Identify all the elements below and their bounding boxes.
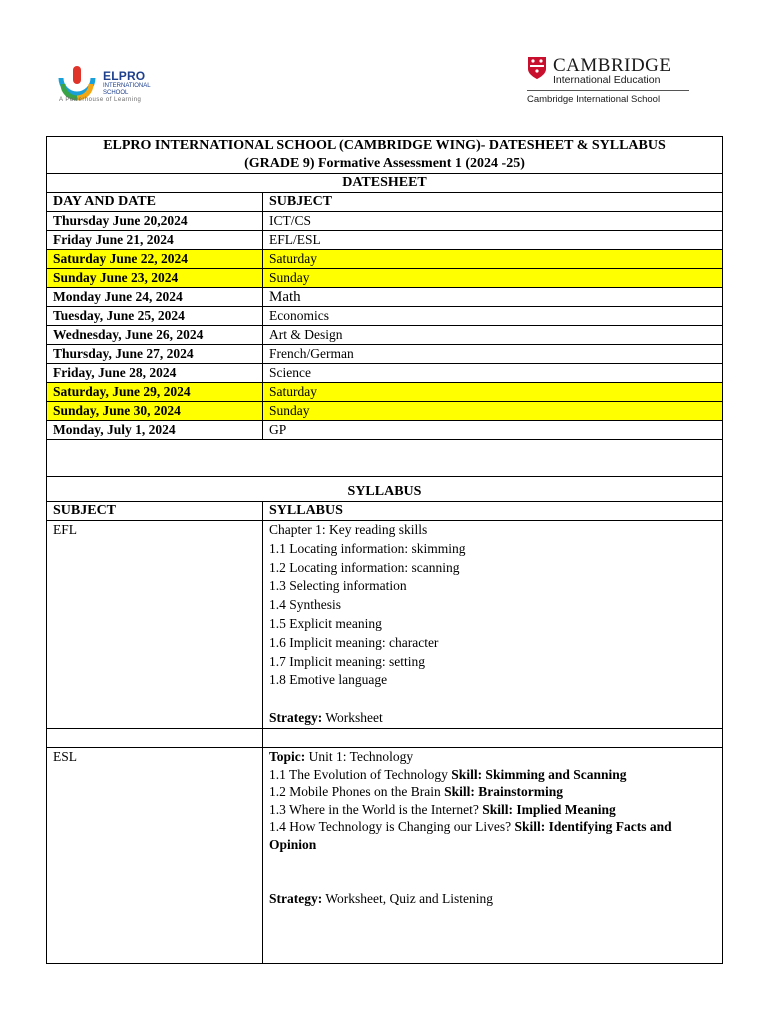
elpro-tagline: A Powerhouse of Learning bbox=[59, 97, 142, 103]
table-row-weekend bbox=[47, 402, 723, 421]
elpro-subtitle-line1: INTERNATIONAL bbox=[103, 83, 151, 89]
syllabus-content bbox=[263, 521, 723, 729]
datesheet-column-header-row bbox=[47, 193, 723, 212]
exam-subject: ICT/CS bbox=[263, 212, 723, 231]
exam-date: Sunday June 23, 2024 bbox=[47, 269, 263, 288]
table-row bbox=[47, 326, 723, 345]
datesheet-heading-row bbox=[47, 174, 723, 193]
syllabus-line bbox=[269, 783, 716, 801]
lesson-text: 1.3 Where in the World is the Internet? bbox=[269, 801, 483, 817]
syllabus-line bbox=[269, 818, 716, 853]
strategy-line bbox=[269, 709, 716, 728]
syllabus-line: 1.2 Locating information: scanning bbox=[269, 559, 460, 575]
strategy-value: Worksheet bbox=[322, 710, 383, 726]
empty-cell bbox=[263, 728, 723, 747]
syllabus-line bbox=[269, 766, 716, 784]
datesheet-syllabus-table bbox=[46, 136, 723, 964]
column-header-date: DAY AND DATE bbox=[47, 193, 263, 212]
strategy-value: Worksheet, Quiz and Listening bbox=[322, 890, 493, 906]
exam-subject: Saturday bbox=[263, 383, 723, 402]
topic-line bbox=[269, 748, 716, 766]
lesson-skill: Skill: Identifying Facts and Opinion bbox=[269, 819, 672, 852]
table-row-weekend bbox=[47, 269, 723, 288]
exam-subject: Saturday bbox=[263, 250, 723, 269]
lesson-skill: Skill: Skimming and Scanning bbox=[451, 766, 627, 782]
exam-subject: Art & Design bbox=[263, 326, 723, 345]
spacer bbox=[269, 690, 716, 709]
syllabus-line: 1.3 Selecting information bbox=[269, 578, 407, 594]
syllabus-line: 1.8 Emotive language bbox=[269, 672, 388, 688]
lesson-text: 1.4 How Technology is Changing our Lives? bbox=[269, 819, 515, 835]
exam-subject: GP bbox=[263, 421, 723, 440]
syllabus-line: 1.5 Explicit meaning bbox=[269, 615, 382, 631]
empty-cell bbox=[47, 728, 263, 747]
cambridge-shield-icon bbox=[527, 56, 547, 80]
lesson-text: 1.1 The Evolution of Technology bbox=[269, 766, 452, 782]
exam-subject: Sunday bbox=[263, 402, 723, 421]
exam-date: Wednesday, June 26, 2024 bbox=[47, 326, 263, 345]
datesheet-heading: DATESHEET bbox=[47, 174, 723, 193]
exam-date: Thursday June 20,2024 bbox=[47, 212, 263, 231]
lesson-text: 1.2 Mobile Phones on the Brain bbox=[269, 784, 445, 800]
cambridge-logo bbox=[527, 55, 697, 107]
table-row-weekend bbox=[47, 250, 723, 269]
exam-subject: EFL/ESL bbox=[263, 231, 723, 250]
spacer-row bbox=[47, 440, 723, 477]
column-header-subject: SUBJECT bbox=[263, 193, 723, 212]
syllabus-line: Chapter 1: Key reading skills bbox=[269, 522, 428, 537]
cambridge-name: CAMBRIDGE bbox=[553, 55, 672, 76]
syllabus-heading: SYLLABUS bbox=[47, 477, 723, 502]
elpro-name: ELPRO bbox=[103, 69, 146, 83]
exam-subject: French/German bbox=[263, 345, 723, 364]
strategy-label: Strategy: bbox=[269, 890, 323, 906]
title-line1: ELPRO INTERNATIONAL SCHOOL (CAMBRIDGE WING)- DATESHEET & SYLLABUS bbox=[103, 138, 666, 153]
syllabus-subject: EFL bbox=[47, 521, 263, 729]
table-row-weekend bbox=[47, 383, 723, 402]
syllabus-line: 1.6 Implicit meaning: character bbox=[269, 634, 439, 650]
table-row bbox=[47, 212, 723, 231]
table-row bbox=[47, 288, 723, 307]
exam-date: Tuesday, June 25, 2024 bbox=[47, 307, 263, 326]
column-header-subject: SUBJECT bbox=[47, 502, 263, 521]
strategy-label: Strategy: bbox=[269, 710, 323, 726]
table-row bbox=[47, 307, 723, 326]
exam-date: Sunday, June 30, 2024 bbox=[47, 402, 263, 421]
table-row bbox=[47, 231, 723, 250]
column-header-syllabus: SYLLABUS bbox=[263, 502, 723, 521]
exam-date: Saturday, June 29, 2024 bbox=[47, 383, 263, 402]
lesson-skill: Skill: Brainstorming bbox=[444, 784, 564, 800]
exam-subject: Science bbox=[263, 364, 723, 383]
exam-date: Monday, July 1, 2024 bbox=[47, 421, 263, 440]
syllabus-line: 1.1 Locating information: skimming bbox=[269, 540, 466, 556]
syllabus-column-header-row bbox=[47, 502, 723, 521]
title-line2: (GRADE 9) Formative Assessment 1 (2024 -25) bbox=[244, 156, 525, 171]
exam-subject: Math bbox=[263, 288, 723, 307]
lesson-skill: Skill: Implied Meaning bbox=[482, 801, 616, 817]
cambridge-divider bbox=[527, 90, 689, 91]
exam-date: Friday, June 28, 2024 bbox=[47, 364, 263, 383]
syllabus-content bbox=[263, 747, 723, 963]
topic-value: Unit 1: Technology bbox=[305, 748, 414, 764]
spacer-row bbox=[47, 728, 723, 747]
exam-subject: Economics bbox=[263, 307, 723, 326]
empty-cell bbox=[47, 440, 723, 477]
table-row bbox=[47, 345, 723, 364]
cambridge-subtitle: International Education bbox=[553, 74, 661, 86]
syllabus-subject: ESL bbox=[47, 747, 263, 963]
strategy-line bbox=[269, 890, 716, 908]
syllabus-line: 1.7 Implicit meaning: setting bbox=[269, 653, 425, 669]
elpro-subtitle bbox=[103, 83, 163, 97]
spacer bbox=[269, 854, 716, 890]
syllabus-line: 1.4 Synthesis bbox=[269, 597, 342, 613]
exam-subject: Sunday bbox=[263, 269, 723, 288]
document-title bbox=[47, 137, 723, 174]
syllabus-row-esl bbox=[47, 747, 723, 963]
exam-date: Monday June 24, 2024 bbox=[47, 288, 263, 307]
syllabus-row-efl bbox=[47, 521, 723, 729]
elpro-emblem-icon bbox=[55, 62, 99, 102]
elpro-logo bbox=[55, 60, 185, 108]
cambridge-school: Cambridge International School bbox=[527, 94, 661, 105]
table-row bbox=[47, 421, 723, 440]
exam-date: Saturday June 22, 2024 bbox=[47, 250, 263, 269]
syllabus-line bbox=[269, 801, 716, 819]
exam-date: Friday June 21, 2024 bbox=[47, 231, 263, 250]
table-row bbox=[47, 364, 723, 383]
syllabus-heading-row bbox=[47, 477, 723, 502]
title-row bbox=[47, 137, 723, 174]
exam-date: Thursday, June 27, 2024 bbox=[47, 345, 263, 364]
elpro-subtitle-line2: SCHOOL bbox=[103, 90, 129, 96]
topic-label: Topic: bbox=[269, 748, 306, 764]
